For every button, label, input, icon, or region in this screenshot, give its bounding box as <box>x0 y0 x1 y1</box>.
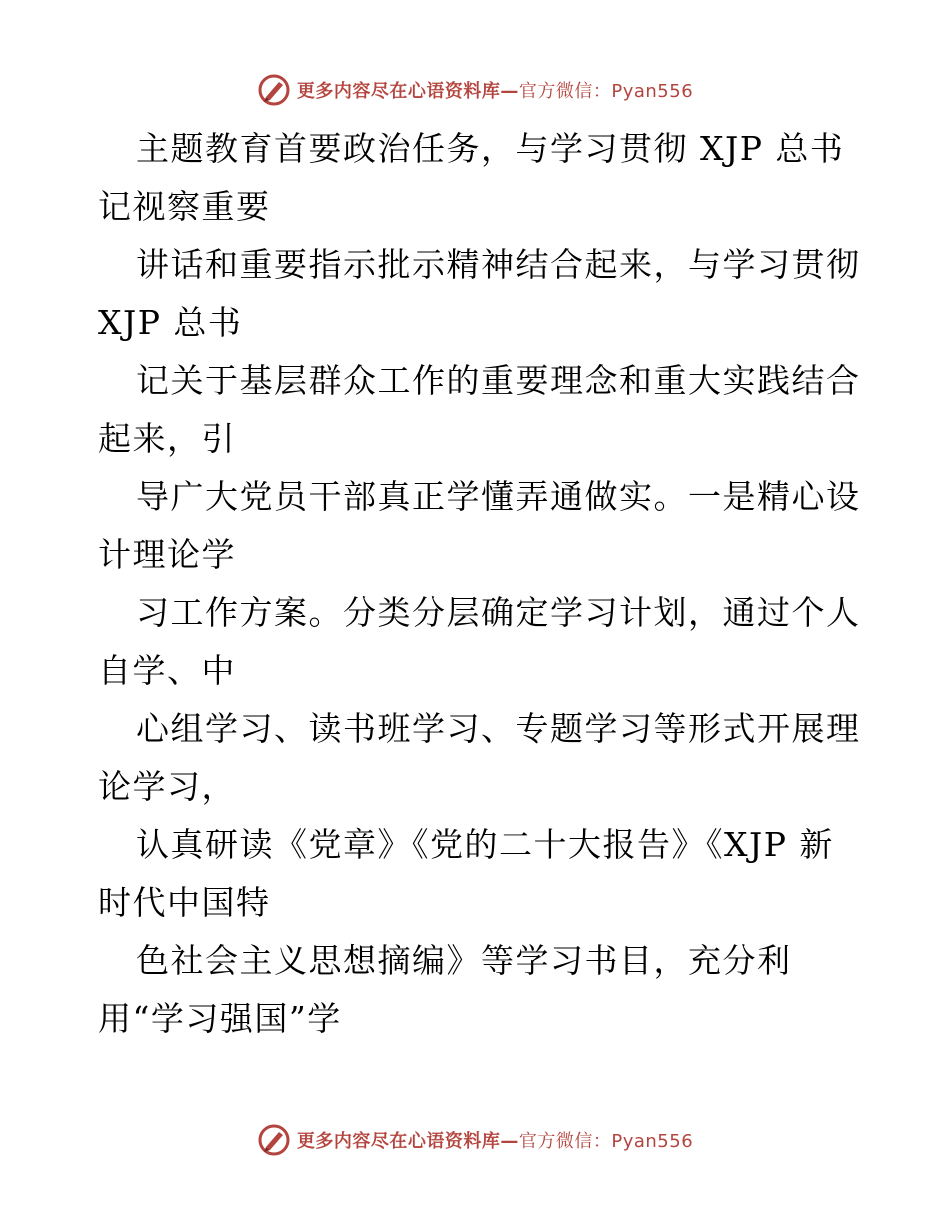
body-line: 认真研读《党章》《党的二十大报告》《XJP 新 <box>136 825 834 864</box>
body-line: 主题教育首要政治任务，与学习贯彻 XJP 总书 <box>136 129 845 168</box>
body-line: 导广大党员干部真正学懂弄通做实。一是精心设 <box>136 477 861 516</box>
footer-banner-text <box>297 1127 693 1153</box>
footer-wechat-id: Pyan556 <box>611 1131 694 1152</box>
body-line: 自学、中 <box>98 651 236 690</box>
footer-banner-title: 更多内容尽在心语资料库 <box>296 1131 501 1152</box>
body-line: 习工作方案。分类分层确定学习计划，通过个人 <box>136 593 861 632</box>
body-line: 记关于基层群众工作的重要理念和重大实践结合 <box>136 361 861 400</box>
footer-wechat-label: 官方微信： <box>518 1131 612 1152</box>
header-banner-title: 更多内容尽在心语资料库 <box>296 81 501 102</box>
footer-banner <box>0 1120 950 1160</box>
body-line: 时代中国特 <box>98 883 271 922</box>
body-line: 起来，引 <box>98 419 236 458</box>
body-line: 计理论学 <box>98 535 236 574</box>
body-line: 心组学习、读书班学习、专题学习等形式开展理 <box>136 709 861 748</box>
body-line: 论学习， <box>98 767 236 806</box>
header-banner-dash: — <box>500 81 519 102</box>
body-line: XJP 总书 <box>98 303 243 342</box>
header-banner-text <box>297 77 693 103</box>
body-line: 色社会主义思想摘编》等学习书目，充分利 <box>136 941 792 980</box>
header-wechat-label: 官方微信： <box>518 81 612 102</box>
body-line: 用“学习强国”学 <box>98 999 342 1038</box>
body-line: 记视察重要 <box>98 187 271 226</box>
body-line: 讲话和重要指示批示精神结合起来，与学习贯彻 <box>136 245 861 284</box>
footer-banner-dash: — <box>500 1131 519 1152</box>
pen-circle-logo-icon <box>257 73 291 107</box>
document-body <box>98 120 861 1048</box>
header-banner <box>0 70 950 110</box>
header-wechat-id: Pyan556 <box>611 81 694 102</box>
pen-circle-logo-icon <box>257 1123 291 1157</box>
